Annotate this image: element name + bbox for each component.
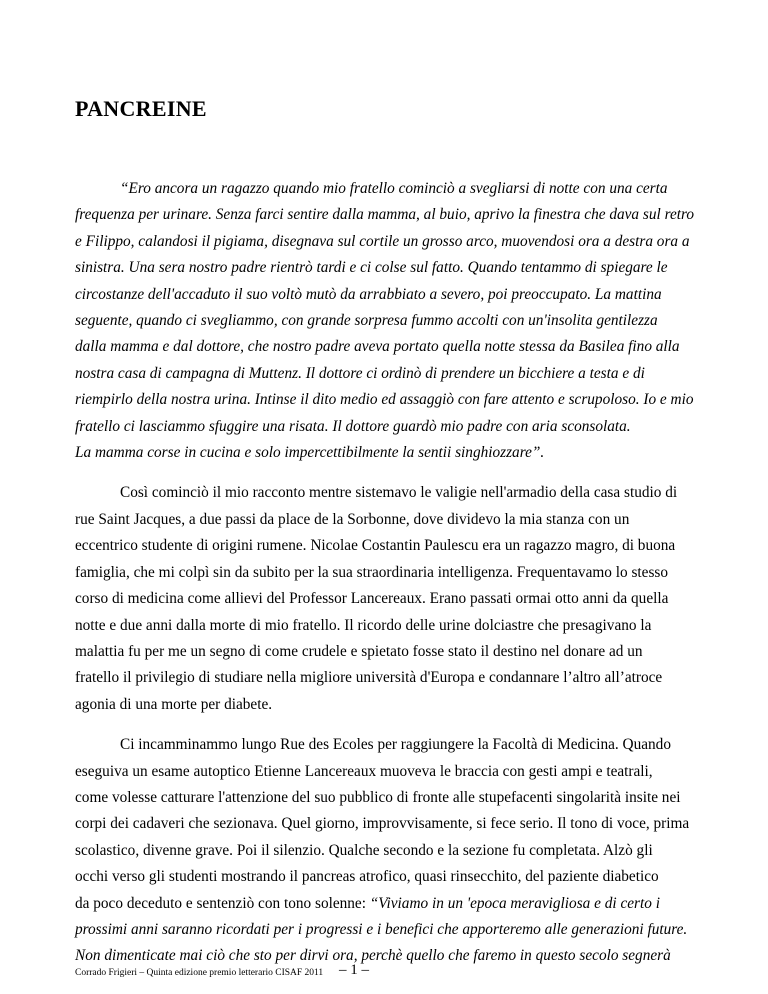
text-line: notte e due anni dalla morte di mio fratello. Il ricordo delle urine dolciastre che presagivano la [75,616,652,634]
quote-start: “Viviamo in un 'epoca meravigliosa e di certo i [369,894,660,912]
page-number: – 1 – [339,962,369,978]
footer-author: Corrado Frigieri – Quinta edizione premio letterario CISAF 2011 [75,968,324,978]
text-line: “Ero ancora un ragazzo quando mio fratello cominciò a svegliarsi di notte con una certa [120,180,668,197]
text-line: famiglia, che mi colpì sin da subito per la sua straordinaria intelligenza. Frequentavamo lo stesso [75,563,669,581]
text-line: eccentrico studente di origini rumene. Nicolae Costantin Paulescu era un ragazzo magro, di buona [75,537,676,555]
paragraph-3 [75,732,695,970]
text-line: nostra casa di campagna di Muttenz. Il dottore ci ordinò di prendere un bicchiere a testa e di [75,364,645,382]
text-line: corpi dei cadaveri che sezionava. Quel giorno, improvvisamente, si fece serio. Il tono di voce, prima [75,815,690,833]
document-body [75,176,695,970]
text-line: prossimi anni saranno ricordati per i progressi e i benefici che apporteremo alle generazioni future. [75,920,688,938]
paragraph-2 [75,480,695,718]
text-line: agonia di una morte per diabete. [75,695,273,713]
text-line: La mamma corse in cucina e solo impercettibilmente la sentii singhiozzare”. [75,444,545,462]
text-run: da poco deceduto e sentenziò con tono solenne: [75,894,370,912]
text-line: eseguiva un esame autoptico Etienne Lancereaux muoveva le braccia con gesti ampi e teatrali, [75,762,653,780]
text-line: Ci incamminammo lungo Rue des Ecoles per raggiungere la Facoltà di Medicina. Quando [120,736,671,754]
text-line: fratello il privilegio di studiare nella migliore università d'Europa e condannare l’altro all’atroce [75,669,663,687]
text-line: e Filippo, calandosi il pigiama, disegnava sul cortile un grosso arco, muovendosi ora a destra ora a [75,232,690,250]
text-line: dalla mamma e dal dottore, che nostro padre aveva portato quella notte stessa da Basilea fino alla [75,338,680,356]
document-title: PANCREINE [75,96,207,121]
text-line: Così cominciò il mio racconto mentre sistemavo le valigie nell'armadio della casa studio di [120,484,678,502]
text-line: riempirlo della nostra urina. Intinse il dito medio ed assaggiò con fare attento e scrupoloso. Io e mio [75,391,694,409]
text-line: fratello ci lasciammo sfuggire una risata. Il dottore guardò mio padre con aria sconsolata. [75,417,631,435]
text-line: malattia fu per me un segno di come crudele e spietato fosse stato il destino nel donare ad un [75,642,643,660]
text-line: seguente, quando ci svegliammo, con grande sorpresa fummo accolti con un'insolita gentilezza [75,312,658,330]
text-line: Non dimenticate mai ciò che sto per dirvi ora, perchè quello che faremo in questo secolo segnerà [75,947,671,965]
text-line: scolastico, divenne grave. Poi il silenzio. Qualche secondo e la sezione fu completata. Alzò gli [75,841,653,859]
text-line: corso di medicina come allievi del Professor Lancereaux. Erano passati ormai otto anni da quella [75,590,669,608]
text-line: sinistra. Una sera nostro padre rientrò tardi e ci colse sul fatto. Quando tentammo di spiegare le [75,259,668,277]
text-line: frequenza per urinare. Senza farci sentire dalla mamma, al buio, aprivo la finestra che dava sul retro [75,206,695,224]
text-line: occhi verso gli studenti mostrando il pancreas atrofico, quasi rinsecchito, del paziente diabetico [75,868,659,886]
text-line [75,891,695,917]
text-line: rue Saint Jacques, a due passi da place de la Sorbonne, dove dividevo la mia stanza con un [75,510,630,528]
text-line: come volesse catturare l'attenzione del suo pubblico di fronte alle stupefacenti singolarità insite nei [75,788,681,806]
paragraph-1 [75,176,695,466]
text-line: circostanze dell'accaduto il suo voltò mutò da arrabbiato a severo, poi preoccupato. La mattina [75,285,662,303]
